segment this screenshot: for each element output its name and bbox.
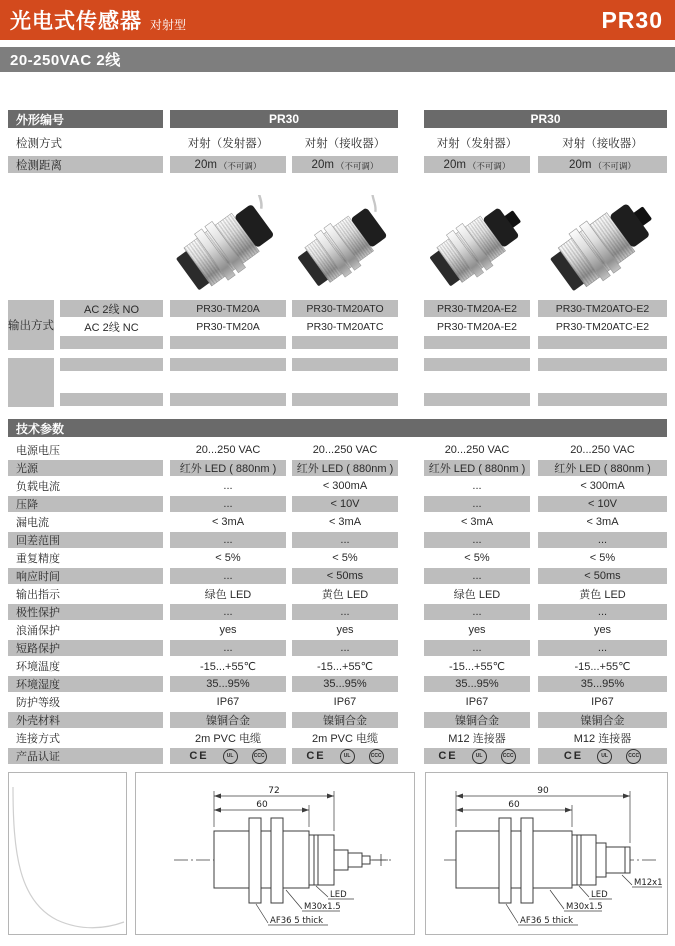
tech-value: ... (292, 640, 398, 656)
output-row-no (60, 300, 667, 317)
model-number: PR30-TM20ATC-E2 (555, 320, 650, 333)
tech-value: IP67 (465, 696, 489, 708)
led-label: LED (591, 890, 608, 900)
tech-value: M12 连接器 (448, 733, 506, 745)
tech-value: 绿色 LED (453, 589, 501, 601)
tech-row-label: 漏电流 (16, 517, 49, 529)
output-block-2 (8, 358, 667, 407)
nut-label: AF36 5 thick (520, 916, 574, 926)
tech-row-label: 防护等级 (16, 697, 60, 709)
tech-value: yes (219, 624, 237, 636)
tech-value: 20...250 VAC (444, 444, 510, 456)
tech-value: IP67 (216, 696, 240, 708)
model-number: PR30-TM20ATO-E2 (538, 300, 667, 317)
tech-value: 20...250 VAC (312, 444, 378, 456)
tech-value: yes (336, 624, 354, 636)
detect-mode-value: 对射（接收器） (562, 137, 643, 150)
curve-decoration-icon (9, 773, 126, 934)
page-header (0, 0, 675, 40)
tech-value: < 3mA (328, 516, 362, 528)
tech-value: < 5% (215, 552, 241, 564)
detect-distance-value: 20m （不可调） (424, 156, 530, 173)
tech-rows (8, 442, 667, 764)
tech-row-label: 极性保护 (8, 604, 163, 620)
tech-value: 镍铜合金 (538, 712, 667, 728)
certification-icons (424, 748, 530, 764)
detect-distance-value: 20m （不可调） (170, 156, 286, 173)
thread-label: M30x1.5 (304, 902, 341, 912)
dimension-drawing-connector (425, 772, 668, 935)
product-photo-receiver-connector (538, 195, 667, 295)
tech-value: 镍铜合金 (170, 712, 286, 728)
tech-value: ... (292, 604, 398, 620)
tech-value: < 50ms (538, 568, 667, 584)
tech-row (8, 550, 667, 566)
tech-row (8, 568, 667, 584)
detect-mode-label: 检测方式 (16, 137, 62, 150)
tech-value: ... (170, 604, 286, 620)
tech-value: ... (170, 532, 286, 548)
tech-row-label: 外壳材料 (8, 712, 163, 728)
tech-row-label: 输出指示 (16, 589, 60, 601)
detect-distance-row (8, 156, 667, 173)
output-block2-label (8, 358, 54, 407)
tech-value: < 5% (464, 552, 490, 564)
detect-mode-row (8, 132, 667, 153)
tech-value: ... (170, 640, 286, 656)
tech-value: < 5% (332, 552, 358, 564)
tech-row-label: 负载电流 (16, 481, 60, 493)
group-header-2: PR30 (424, 110, 667, 128)
tech-value: ... (170, 496, 286, 512)
output-row-empty (60, 336, 667, 349)
tech-row-label: 电源电压 (16, 445, 60, 457)
tech-value: 红外 LED ( 880nm ) (170, 460, 286, 476)
tech-row (8, 604, 667, 620)
tech-row-label: 短路保护 (8, 640, 163, 656)
sensor-photo-icon (544, 195, 662, 295)
dimension-label: 60 (508, 800, 520, 810)
ul-mark-icon: UL (472, 749, 487, 764)
tech-row (8, 676, 667, 692)
model-table (8, 110, 667, 407)
tech-row (8, 622, 667, 638)
ce-mark-icon: CE (563, 750, 584, 762)
dimension-drawing-icon (136, 773, 414, 934)
tech-row (8, 532, 667, 548)
tech-value: ... (472, 480, 482, 492)
sensor-photo-icon (170, 195, 286, 295)
tech-row-label: 连接方式 (16, 733, 60, 745)
model-number: PR30-TM20A-E2 (424, 300, 530, 317)
tech-row (8, 442, 667, 458)
page-subtitle: 对射型 (150, 17, 187, 32)
ccc-mark-icon: CCC (626, 749, 641, 764)
tech-value: IP67 (333, 696, 357, 708)
tech-value: -15...+55℃ (574, 660, 631, 673)
tech-row (8, 586, 667, 602)
tech-value: < 3mA (586, 516, 619, 528)
ce-mark-icon: CE (306, 750, 326, 762)
tech-value: 20...250 VAC (195, 444, 261, 456)
sensor-photo-icon (424, 195, 530, 295)
certification-icons (292, 748, 398, 764)
tech-value: ... (538, 604, 667, 620)
tech-value: IP67 (591, 696, 614, 708)
group-header-1: PR30 (170, 110, 398, 128)
model-table-header (8, 110, 667, 128)
model-number: PR30-TM20A-E2 (437, 320, 517, 333)
certification-icons (538, 748, 667, 764)
ce-mark-icon: CE (189, 750, 209, 762)
sensor-photo-icon (292, 195, 398, 295)
dimension-label: 72 (268, 786, 280, 796)
tech-row-label: 产品认证 (8, 748, 163, 764)
tech-row (8, 478, 667, 494)
dimension-label: 90 (537, 786, 549, 796)
tech-row-label: 环境温度 (16, 661, 60, 673)
connector-label: M12x1 (634, 878, 663, 888)
tech-value: -15...+55℃ (448, 660, 506, 673)
product-photo-receiver-cable (292, 195, 398, 295)
model-name: PR30 (601, 6, 663, 33)
dimension-label: 60 (256, 800, 268, 810)
tech-value: < 50ms (292, 568, 398, 584)
tech-section-header: 技术参数 (8, 419, 667, 437)
tech-value: ... (170, 568, 286, 584)
tech-value: yes (593, 624, 612, 636)
detect-mode-value: 对射（发射器） (187, 137, 269, 150)
ul-mark-icon: UL (223, 749, 238, 764)
model-number: PR30-TM20ATC (306, 320, 384, 333)
tech-value: 2m PVC 电缆 (194, 733, 261, 745)
tech-value: < 300mA (580, 480, 625, 492)
ul-mark-icon: UL (340, 749, 355, 764)
output-section (8, 300, 667, 407)
certification-icons (170, 748, 286, 764)
tech-value: 20...250 VAC (570, 444, 635, 456)
tech-row-label: 光源 (8, 460, 163, 476)
tech-value: 镍铜合金 (424, 712, 530, 728)
detect-distance-label: 检测距离 (8, 156, 163, 173)
tech-row-label: 重复精度 (16, 553, 60, 565)
page-content (0, 110, 675, 935)
tech-row (8, 748, 667, 764)
thread-label: M30x1.5 (566, 902, 603, 912)
tech-row-label: 压降 (8, 496, 163, 512)
tech-value: 35...95% (538, 676, 667, 692)
tech-value: 红外 LED ( 880nm ) (424, 460, 530, 476)
output-condition: AC 2线 NC (84, 321, 139, 334)
tech-value: -15...+55℃ (316, 660, 374, 673)
tech-row-label: 环境湿度 (8, 676, 163, 692)
ul-mark-icon: UL (597, 749, 612, 764)
tech-row (8, 730, 667, 746)
ce-mark-icon: CE (438, 750, 458, 762)
tech-row (8, 658, 667, 674)
tech-row (8, 712, 667, 728)
tech-row-label: 浪涌保护 (16, 625, 60, 637)
tech-row (8, 460, 667, 476)
output-row-empty (60, 358, 667, 371)
dimension-drawing-icon (426, 773, 667, 934)
photos-spacer (8, 195, 163, 295)
page-title: 光电式传感器 (10, 10, 142, 33)
dimension-drawing-cable (135, 772, 415, 935)
nut-label: AF36 5 thick (270, 916, 324, 926)
tech-value: < 3mA (460, 516, 494, 528)
tech-row-label: 响应时间 (8, 568, 163, 584)
tech-value: -15...+55℃ (199, 660, 257, 673)
ccc-mark-icon: CCC (369, 749, 384, 764)
tech-value: 红外 LED ( 880nm ) (292, 460, 398, 476)
tech-row (8, 496, 667, 512)
detect-distance-value: 20m （不可调） (538, 156, 667, 173)
tech-value: ... (538, 532, 667, 548)
output-row-nc (60, 318, 667, 335)
tech-value: ... (424, 496, 530, 512)
detect-mode-value: 对射（接收器） (304, 137, 386, 150)
tech-value: ... (292, 532, 398, 548)
tech-value: 黄色 LED (579, 589, 626, 601)
tech-value: ... (223, 480, 233, 492)
decorative-curve-box (8, 772, 127, 935)
tech-value: < 3mA (211, 516, 245, 528)
model-number: PR30-TM20A (196, 320, 260, 333)
tech-value: ... (424, 604, 530, 620)
tech-value: < 10V (538, 496, 667, 512)
output-row-empty (60, 393, 667, 406)
tech-value: yes (468, 624, 486, 636)
tech-value: 红外 LED ( 880nm ) (538, 460, 667, 476)
tech-value: < 10V (292, 496, 398, 512)
tech-value: ... (424, 532, 530, 548)
ccc-mark-icon: CCC (501, 749, 516, 764)
detect-mode-value: 对射（发射器） (436, 137, 518, 150)
tech-row (8, 640, 667, 656)
tech-value: ... (424, 568, 530, 584)
output-condition: AC 2线 NO (60, 300, 163, 317)
shape-label: 外形编号 (8, 110, 163, 128)
ccc-mark-icon: CCC (252, 749, 267, 764)
product-photo-emitter-connector (424, 195, 530, 295)
product-photos-row (8, 195, 667, 295)
tech-value: M12 连接器 (573, 733, 632, 745)
tech-value: 2m PVC 电缆 (311, 733, 378, 745)
voltage-bar: 20-250VAC 2线 (0, 47, 675, 72)
tech-row (8, 514, 667, 530)
tech-value: ... (538, 640, 667, 656)
tech-value: ... (424, 640, 530, 656)
model-number: PR30-TM20ATO (292, 300, 398, 317)
tech-row-label: 回差范围 (8, 532, 163, 548)
tech-value: 绿色 LED (204, 589, 252, 601)
tech-value: 35...95% (292, 676, 398, 692)
output-block-1 (8, 300, 667, 350)
tech-value: 镍铜合金 (292, 712, 398, 728)
tech-value: < 300mA (322, 480, 368, 492)
detect-distance-value: 20m （不可调） (292, 156, 398, 173)
model-number: PR30-TM20A (170, 300, 286, 317)
tech-row (8, 694, 667, 710)
drawings-section (8, 772, 667, 935)
led-label: LED (330, 890, 347, 900)
tech-value: < 5% (589, 552, 616, 564)
tech-value: 35...95% (170, 676, 286, 692)
tech-value: 35...95% (424, 676, 530, 692)
product-photo-emitter-cable (170, 195, 286, 295)
output-mode-label: 输出方式 (8, 300, 54, 350)
tech-value: 黄色 LED (321, 589, 369, 601)
